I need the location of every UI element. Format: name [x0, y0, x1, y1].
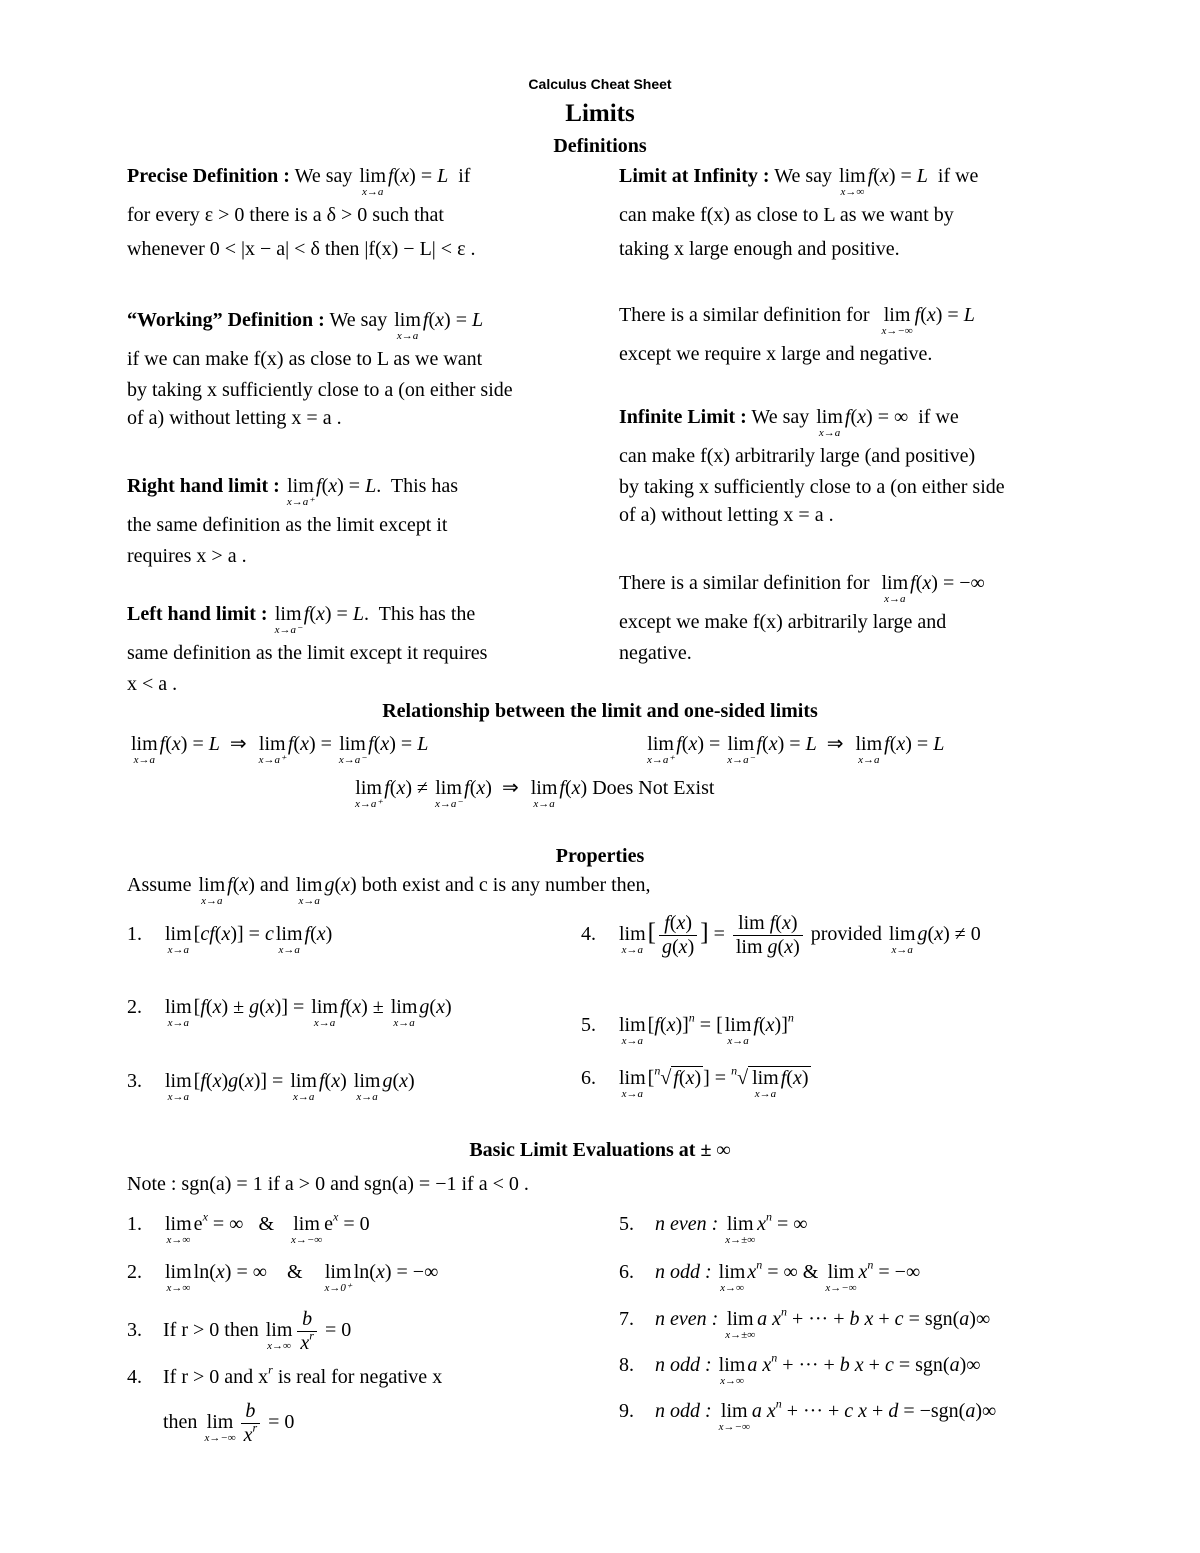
- basic-9: 9. n odd : lim x→−∞ a $x^n$ + ··· + c x + d = −sgn(a)∞: [619, 1396, 997, 1433]
- working-definition: “Working” Definition : We say lim x→a f(x) = L if we can make f(x) as close to L as we want by taking x sufficiently close to a (on either side of a) without letting x = a .: [127, 309, 513, 429]
- relationship-formula-3: lim x→a⁺ f(x) ≠ lim x→a⁻ f(x) ⇒ lim x→a f(x) Does Not Exist: [355, 777, 715, 810]
- section-relationship: Relationship between the limit and one-sided limits: [382, 700, 818, 722]
- section-properties: Properties: [555, 845, 645, 867]
- basic-4: 4. If r > 0 and $x^r$ is real for negative x: [127, 1362, 443, 1388]
- left-hand-limit: Left hand limit : lim x→a⁻ f(x) = L. This has the same definition as the limit except it requires x < a .: [127, 603, 488, 695]
- properties-assumption: Assume lim x→a f(x) and lim x→a g(x) both exist and c is any number then,: [127, 874, 651, 907]
- relationship-formula-2: lim x→a⁺ f(x) = lim x→a⁻ f(x) = L ⇒ lim x→a f(x) = L: [647, 733, 945, 766]
- property-5: 5. lim x→a $[f(x)]^n$ = [ lim x→a f(x)]$^n$: [581, 1010, 794, 1047]
- similar-neg-infinity: There is a similar definition for lim x→−∞ f(x) = L except we require x large and negative.: [619, 304, 975, 365]
- page-title: Limits: [565, 100, 635, 127]
- sheet-header: Calculus Cheat Sheet: [528, 76, 672, 92]
- property-4: 4. lim x→a [ $\frac{f(x)}{g(x)}$ ] = $\frac{\text{lim f(x)}}{\text{lim g(x)}}$ provided lim x→a g(x) ≠ 0: [581, 912, 981, 958]
- property-6: 6. lim x→a [$^n$√ f(x) ] = $^n$√ lim x→a f(x): [581, 1063, 809, 1100]
- precise-label: Precise Definition :: [127, 165, 290, 187]
- precise-line-2: for every ε > 0 there is a δ > 0 such that: [127, 204, 444, 226]
- basic-2: 2. lim x→∞ ln(x) = ∞ & lim x→0⁺ ln(x) = −∞: [127, 1261, 439, 1294]
- similar-neg-infinite: There is a similar definition for lim x→a f(x) = −∞ except we make f(x) arbitrarily large and negative.: [619, 572, 985, 664]
- basic-3: 3. If r > 0 then lim x→∞ $\frac{b}{x^r}$ = 0: [127, 1308, 352, 1354]
- left-label: Left hand limit :: [127, 603, 268, 625]
- limit-at-infinity: Limit at Infinity : We say lim x→∞ f(x) = L if we can make f(x) as close to L as we want by taking x large enough and positive.: [619, 165, 979, 260]
- infinite-label: Infinite Limit :: [619, 406, 747, 428]
- property-2: 2. lim x→a [f(x) ± g(x)] = lim x→a f(x) ± lim x→a g(x): [127, 996, 452, 1029]
- right-hand-limit: Right hand limit : lim x→a⁺ f(x) = L. This has the same definition as the limit except it requires x > a .: [127, 475, 459, 567]
- working-label: “Working” Definition :: [127, 309, 325, 331]
- basic-4-then: then lim x→−∞ $\frac{b}{x^r}$ = 0: [163, 1400, 295, 1446]
- property-3: 3. lim x→a [f(x)g(x)] = lim x→a f(x) lim x→a g(x): [127, 1070, 415, 1103]
- section-basic: Basic Limit Evaluations at ± ∞: [469, 1139, 731, 1161]
- right-label: Right hand limit :: [127, 475, 280, 497]
- precise-definition: Precise Definition : We say lim x→a f(x) = L if for every ε > 0 there is a δ > 0 such that whenever 0 < |x − a| < δ then |f(x) − L| < ε .: [127, 159, 597, 266]
- basic-8: 8. n odd : lim x→∞ a $x^n$ + ··· + b x + c = sgn(a)∞: [619, 1350, 981, 1387]
- infinite-limit: Infinite Limit : We say lim x→a f(x) = ∞ if we can make f(x) arbitrarily large (and positive) by taking x sufficiently close to a (on either side of a) without letting x = a .: [619, 406, 1005, 526]
- relationship-formula-1: lim x→a f(x) = L ⇒ lim x→a⁺ f(x) = lim x→a⁻ f(x) = L: [131, 733, 429, 766]
- basic-6: 6. n odd : lim x→∞ $x^n$ = ∞ & lim x→−∞ $x^n$ = −∞: [619, 1257, 921, 1294]
- property-1: 1. lim x→a [cf(x)] = c lim x→a f(x): [127, 923, 333, 956]
- infinity-label: Limit at Infinity :: [619, 165, 770, 187]
- note-sgn: Note : sgn(a) = 1 if a > 0 and sgn(a) = −1 if a < 0 .: [127, 1173, 529, 1195]
- section-definitions: Definitions: [553, 135, 647, 157]
- basic-7: 7. n even : lim x→±∞ a $x^n$ + ··· + b x + c = sgn(a)∞: [619, 1304, 991, 1341]
- basic-1: 1. lim x→∞ $e^x$ = ∞ & lim x→−∞ $e^x = 0$: [127, 1209, 370, 1246]
- basic-5: 5. n even : lim x→±∞ $x^n$ = ∞: [619, 1209, 808, 1246]
- precise-line-3: whenever 0 < |x − a| < δ then |f(x) − L| < ε .: [127, 238, 476, 260]
